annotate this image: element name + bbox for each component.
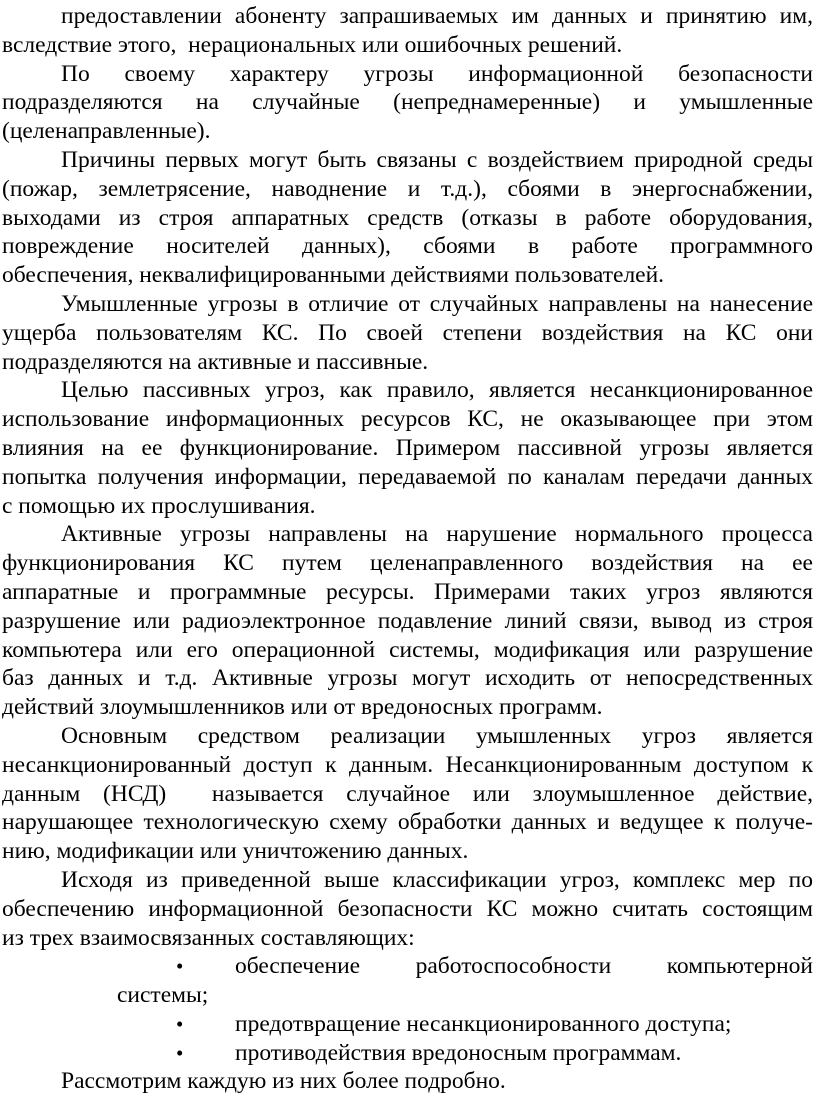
text-line: попытка получения информации, передаваемой по каналам передачи данных — [2, 463, 813, 490]
text-line: • предотвращение несанкционированного доступа; — [176, 1010, 732, 1037]
text-line: • обеспечение работоспособности компьютерной — [176, 953, 813, 980]
text-line: разрушение или радиоэлектронное подавление линий связи, вывод из строя — [2, 607, 813, 634]
text-line: По своему характеру угрозы информационной безопасности — [61, 60, 813, 87]
bullet-icon: • — [176, 1011, 184, 1036]
text-line: обеспечения, неквалифицированными действиями пользователей. — [2, 262, 665, 289]
text-line: повреждение носителей данных), сбоями в работе программного — [2, 233, 813, 260]
text-line: нарушающее технологическую схему обработки данных и ведущее к получе- — [2, 809, 813, 836]
text-line: влияния на ее функционирование. Примером пассивной угрозы является — [2, 434, 813, 461]
text-line: предоставлении абоненту запрашиваемых им данных и принятию им, — [61, 3, 813, 29]
text-line: Целью пассивных угроз, как правило, является несанкционированное — [61, 377, 813, 404]
text-line: подразделяются на случайные (непреднамеренные) и умышленные — [2, 89, 813, 116]
text-line: Умышленные угрозы в отличие от случайных направлены на нанесение — [61, 290, 813, 317]
bullet-icon: • — [176, 954, 184, 979]
text-line: подразделяются на активные и пассивные. — [2, 348, 429, 375]
text-line: • противодействия вредоносным программам. — [176, 1039, 682, 1066]
text-line: компьютера или его операционной системы, модификация или разрушение — [2, 636, 813, 663]
text-line: ущерба пользователям КС. По своей степени воздействия на КС они — [2, 319, 813, 346]
text-line: функционирования КС путем целенаправленного воздействия на ее — [2, 550, 813, 577]
text-line: вследствие этого, нерациональных или ошибочных решений. — [2, 31, 623, 58]
text-line: данным (НСД) называется случайное или злоумышленное действие, — [2, 780, 813, 807]
text-line: Причины первых могут быть связаны с воздействием природной среды — [61, 146, 813, 173]
text-line: аппаратные и программные ресурсы. Примерами таких угроз являются — [2, 578, 813, 605]
text-line: нию, модификации или уничтожению данных. — [2, 838, 469, 865]
text-line: несанкционированный доступ к данным. Несанкционированным доступом к — [2, 751, 813, 778]
text-line: баз данных и т.д. Активные угрозы могут исходить от непосредственных — [2, 665, 813, 692]
text-line: Основным средством реализации умышленных угроз является — [61, 722, 813, 749]
text-block — [2, 2, 813, 1096]
text-line: действий злоумышленников или от вредоносных программ. — [2, 694, 603, 721]
text-line: Активные угрозы направлены на нарушение нормального процесса — [61, 521, 813, 548]
text-line: выходами из строя аппаратных средств (отказы в работе оборудования, — [2, 204, 813, 231]
text-line: обеспечению информационной безопасности КС можно считать состоящим — [2, 895, 813, 922]
text-line: Рассмотрим каждую из них более подробно. — [61, 1068, 506, 1095]
text-line: с помощью их прослушивания. — [2, 492, 316, 519]
text-line: (пожар, землетрясение, наводнение и т.д.), сбоями в энергоснабжении, — [2, 175, 813, 202]
text-line: Исходя из приведенной выше классификации угроз, комплекс мер по — [61, 866, 813, 893]
text-line: из трех взаимосвязанных составляющих: — [2, 924, 415, 951]
text-line: использование информационных ресурсов КС, не оказывающее при этом — [2, 406, 813, 433]
text-line: (целенаправленные). — [2, 118, 211, 145]
text-line: системы; — [117, 982, 209, 1009]
bullet-icon: • — [176, 1040, 184, 1065]
